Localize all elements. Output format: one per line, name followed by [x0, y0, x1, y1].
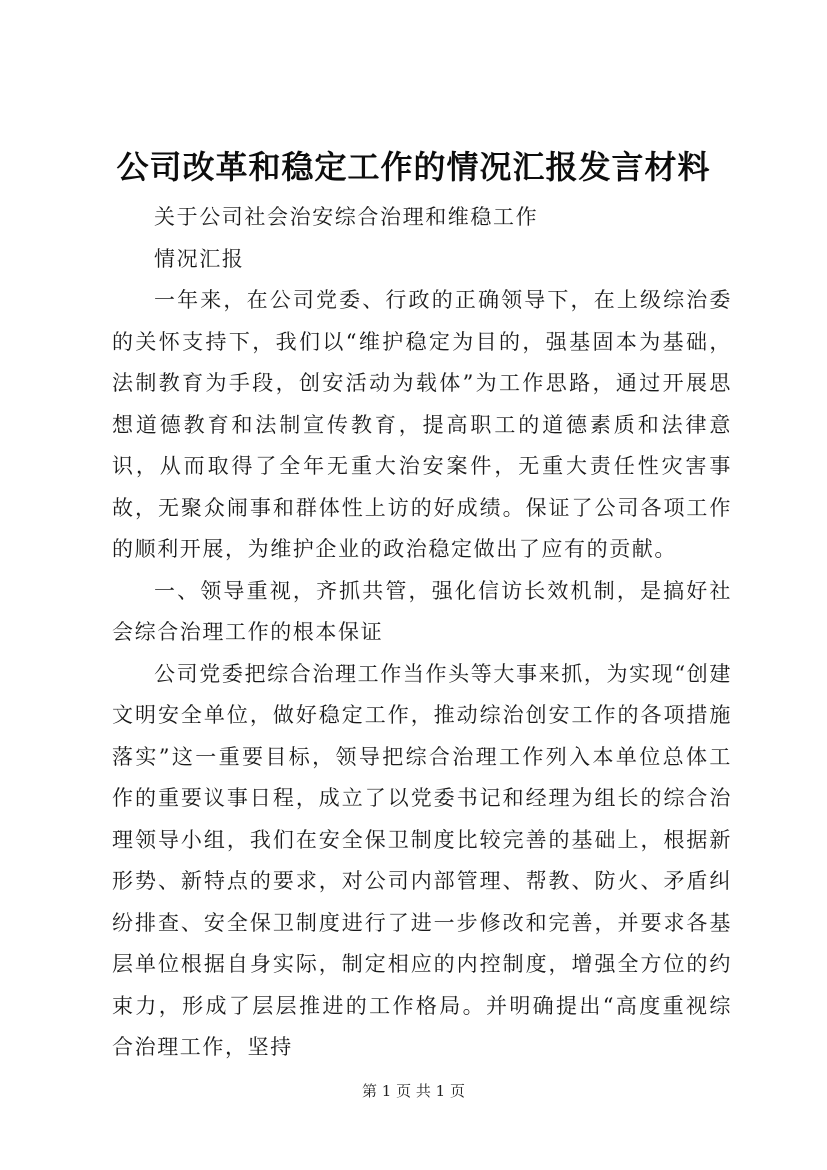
document-title: 公司改革和稳定工作的情况汇报发言材料 [116, 148, 711, 186]
subtitle-line: 情况汇报 [154, 246, 245, 271]
section-heading: 一、领导重视，齐抓共管，强化信访长效机制，是搞好社会综合治理工作的根本保证 [112, 578, 732, 644]
page-footer: 第 1 页 共 1 页 [362, 1082, 465, 1100]
body-paragraph: 一年来，在公司党委、行政的正确领导下，在上级综治委的关怀支持下，我们以“维护稳定为目的，强基固本为基础，法制教育为手段，创安活动为载体”为工作思路，通过开展思想道德教育和法制宣传教育，提高职工的道德素质和法律意识，从而取得了全年无重大治安案件，无重大责任性灾害事故，无聚众闹事和群体性上访的好成绩。保证了公司各项工作的顺利开展，为维护企业的政治稳定做出了应有的贡献。 [112, 288, 732, 561]
subtitle-line: 关于公司社会治安综合治理和维稳工作 [154, 205, 539, 229]
document-body [112, 197, 732, 1069]
body-paragraph: 公司党委把综合治理工作当作头等大事来抓，为实现“创建文明安全单位，做好稳定工作，推动综治创安工作的各项措施落实”这一重要目标，领导把综合治理工作列入本单位总体工作的重要议事日程，成立了以党委书记和经理为组长的综合治理领导小组，我们在安全保卫制度比较完善的基础上，根据新形势、新特点的要求，对公司内部管理、帮教、防火、矛盾纠纷排查、安全保卫制度进行了进一步修改和完善，并要求各基层单位根据自身实际，制定相应的内控制度，增强全方位的约束力，形成了层层推进的工作格局。并明确提出“高度重视综合治理工作，坚持 [112, 661, 732, 1059]
